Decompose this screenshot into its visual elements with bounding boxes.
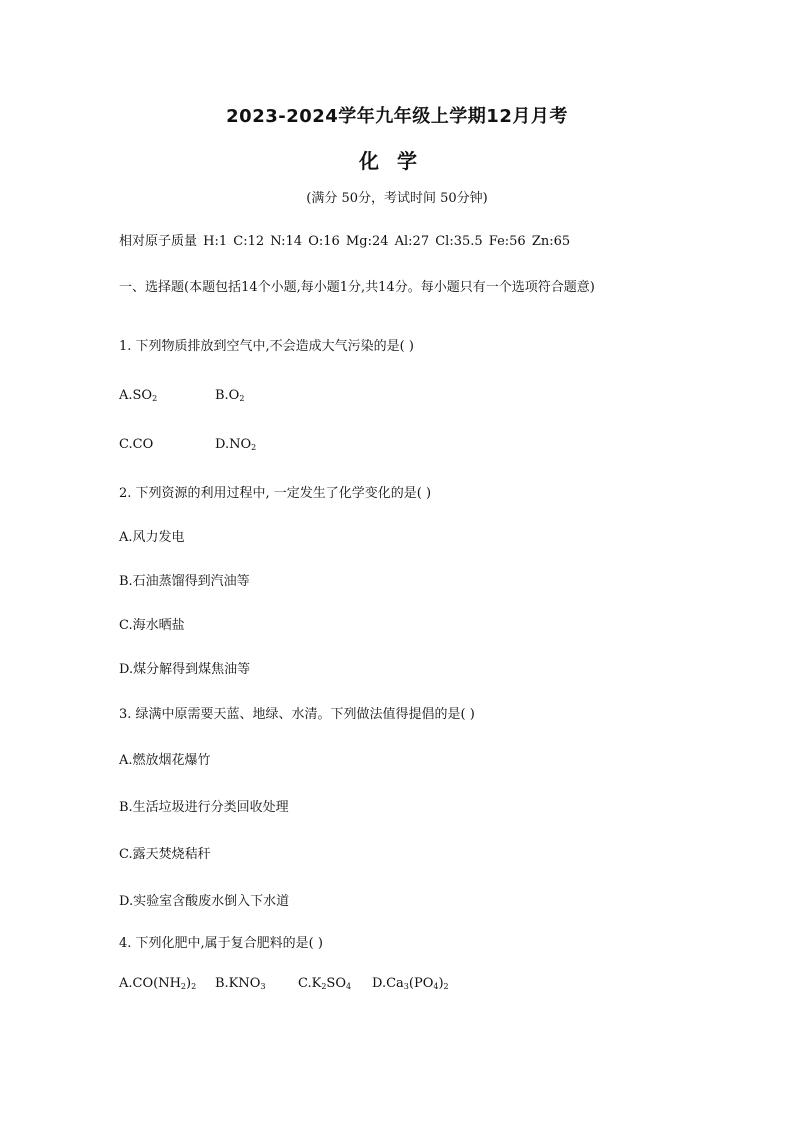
option-4c: $C.K_2SO_4$ <box>298 976 352 991</box>
option-4a: $A.CO(NH_2)_2$ <box>119 976 197 991</box>
option-2a: A.风力发电 <box>119 530 185 545</box>
question-4-stem: 4. 下列化肥中,属于复合肥料的是( ) <box>119 936 323 951</box>
question-1-options-row-2 <box>119 437 256 452</box>
option-1c: C.CO <box>119 437 154 452</box>
atomic-masses: 相对原子质量 H:1 C:12 N:14 O:16 Mg:24 Al:27 Cl:35.5 Fe:56 Zn:65 <box>119 234 571 249</box>
section-heading: 一、选择题(本题包括14个小题,每小题1分,共14分。每小题只有一个选项符合题意) <box>119 280 595 295</box>
option-1b: $B.O_2$ <box>215 388 245 403</box>
question-4-options-row <box>119 976 449 991</box>
option-1a: $A.SO_2$ <box>119 388 158 403</box>
question-3-stem: 3. 绿满中原需要天蓝、地绿、水清。下列做法值得提倡的是( ) <box>119 707 475 722</box>
exam-note: (满分 50分，考试时间 50分钟) <box>306 191 488 206</box>
option-1d: $D.NO_2$ <box>215 437 257 452</box>
option-2c: C.海水晒盐 <box>119 618 185 633</box>
question-1-options-row-1 <box>119 388 244 403</box>
subject-title: 化学 <box>359 149 435 173</box>
question-1-stem: 1. 下列物质排放到空气中,不会造成大气污染的是( ) <box>119 339 414 354</box>
option-3c: C.露天焚烧秸秆 <box>119 847 211 862</box>
option-3b: B.生活垃圾进行分类回收处理 <box>119 800 289 815</box>
option-2d: D.煤分解得到煤焦油等 <box>119 662 251 677</box>
option-4d: $D.Ca_3(PO_4)_2$ <box>372 976 449 991</box>
option-4b: $B.KNO_3$ <box>215 976 266 991</box>
exam-title: 2023-2024学年九年级上学期12月月考 <box>226 106 568 127</box>
option-3d: D.实验室含酸废水倒入下水道 <box>119 894 290 909</box>
option-3a: A.燃放烟花爆竹 <box>119 753 211 768</box>
question-2-stem: 2. 下列资源的利用过程中, 一定发生了化学变化的是( ) <box>119 486 432 501</box>
option-2b: B.石油蒸馏得到汽油等 <box>119 574 250 589</box>
